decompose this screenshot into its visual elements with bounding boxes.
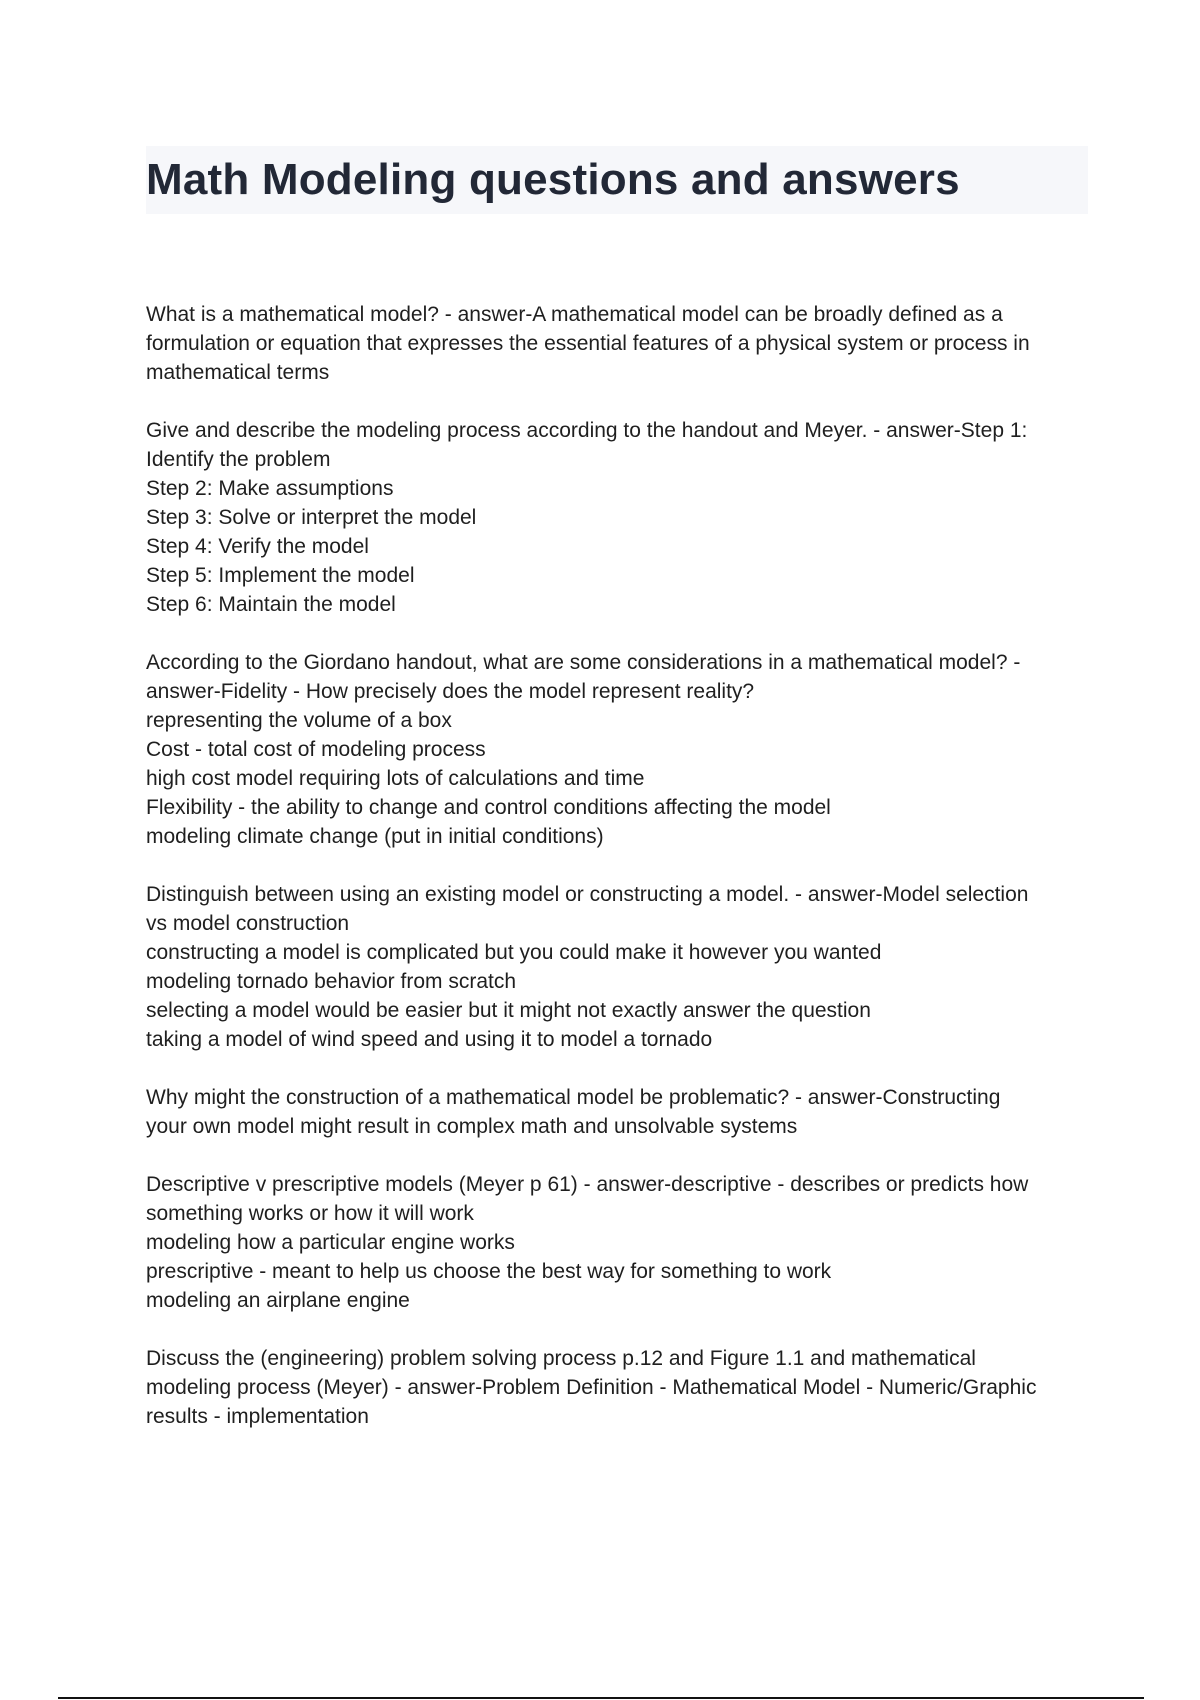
qa-entry-7 [146,1344,1096,1431]
qa-line: modeling tornado behavior from scratch [146,970,517,993]
qa-line: taking a model of wind speed and using it to model a tornado [146,1028,713,1051]
qa-line: Step 6: Maintain the model [146,593,396,616]
qa-list [146,300,1096,1460]
qa-line: vs model construction [146,912,350,935]
qa-line: something works or how it will work [146,1202,474,1225]
qa-line: answer-Fidelity - How precisely does the model represent reality? [146,680,755,703]
qa-entry-3 [146,648,1096,851]
qa-line: formulation or equation that expresses the essential features of a physical system or process in [146,332,1030,355]
qa-line: high cost model requiring lots of calculations and time [146,767,645,790]
qa-line: Step 4: Verify the model [146,535,369,558]
qa-entry-5 [146,1083,1096,1141]
qa-line: selecting a model would be easier but it might not exactly answer the question [146,999,871,1022]
qa-entry-4 [146,880,1096,1054]
footer-divider [58,1697,1144,1699]
qa-line: Distinguish between using an existing model or constructing a model. - answer-Model selection [146,883,1029,906]
qa-line: Cost - total cost of modeling process [146,738,486,761]
qa-line: prescriptive - meant to help us choose the best way for something to work [146,1260,832,1283]
qa-line: mathematical terms [146,361,330,384]
qa-line: Discuss the (engineering) problem solving process p.12 and Figure 1.1 and mathematical [146,1347,976,1370]
qa-line: Flexibility - the ability to change and control conditions affecting the model [146,796,831,819]
qa-line: results - implementation [146,1405,369,1428]
qa-line: modeling an airplane engine [146,1289,410,1312]
qa-entry-6 [146,1170,1096,1315]
qa-entry-1 [146,300,1096,387]
title-banner [146,146,1088,214]
qa-line: Step 5: Implement the model [146,564,415,587]
qa-line: Identify the problem [146,448,331,471]
qa-line: What is a mathematical model? - answer-A mathematical model can be broadly defined as a [146,303,1003,326]
document-title: Math Modeling questions and answers [146,155,960,204]
qa-line: your own model might result in complex math and unsolvable systems [146,1115,798,1138]
qa-line: According to the Giordano handout, what are some considerations in a mathematical model? - [146,651,1021,674]
qa-line: modeling climate change (put in initial conditions) [146,825,604,848]
qa-line: constructing a model is complicated but you could make it however you wanted [146,941,882,964]
qa-line: representing the volume of a box [146,709,452,732]
qa-line: Descriptive v prescriptive models (Meyer p 61) - answer-descriptive - describes or predicts how [146,1173,1029,1196]
qa-line: Why might the construction of a mathematical model be problematic? - answer-Constructing [146,1086,1001,1109]
qa-line: Step 3: Solve or interpret the model [146,506,477,529]
qa-entry-2 [146,416,1096,619]
qa-line: modeling how a particular engine works [146,1231,515,1254]
qa-line: Step 2: Make assumptions [146,477,394,500]
qa-line: modeling process (Meyer) - answer-Problem Definition - Mathematical Model - Numeric/Graphic [146,1376,1037,1399]
qa-line: Give and describe the modeling process according to the handout and Meyer. - answer-Step 1: [146,419,1028,442]
